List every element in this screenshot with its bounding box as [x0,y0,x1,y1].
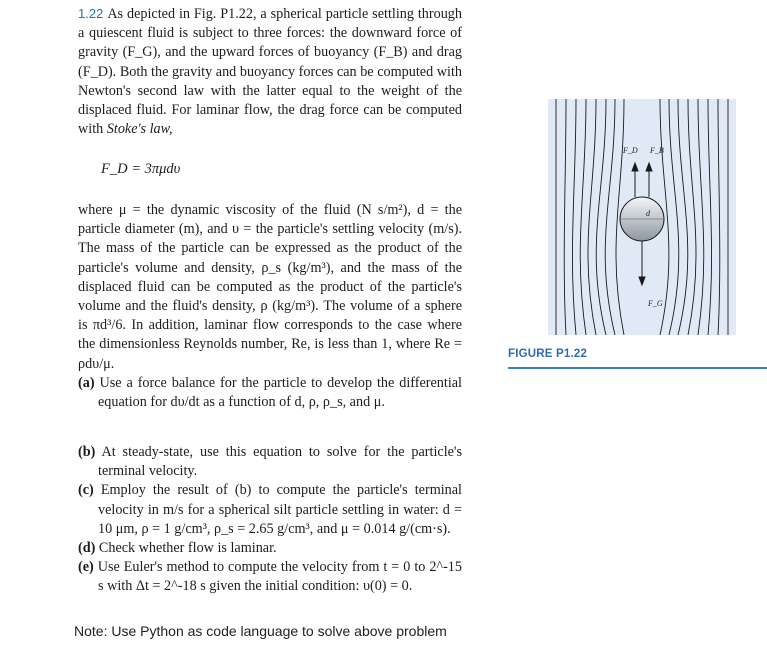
label-fd: F_D [623,146,638,155]
python-note: Note: Use Python as code language to solve above problem [74,623,447,639]
part-c [78,481,462,539]
part-b [78,443,462,481]
figure-caption: FIGURE P1.22 [508,348,588,360]
part-label: (d) [78,540,96,557]
part-label: (b) [78,444,96,460]
label-fg: F_G [648,299,663,308]
drag-force-equation: F_D = 3πμdυ [101,161,181,177]
figure-particle-diagram [548,99,736,335]
definitions-text: where μ = the dynamic viscosity of the fluid (N s/m²), d = the particle diameter (m), and υ = the particle's settling velocity (m/s). The mass of the particle can be expressed as the product of the particle's volume and density, ρ_s (kg/m³), and the mass of the displaced fluid can be computed as the product of the particle's volume and the fluid's density, ρ (kg/m³). The volume of a sphere is πd³/6. In addition, laminar flow corresponds to the case where the dimensionless Reynolds number, Re, is less than 1, where Re = ρdυ/μ. [78,202,462,372]
definitions-paragraph [78,201,462,412]
parts-list [78,443,462,597]
part-text: Check whether flow is laminar. [98,540,277,557]
part-label: (c) [78,482,94,499]
figure-caption-rule [508,367,767,369]
part-label: (e) [78,559,94,576]
problem-intro-paragraph [78,4,462,139]
part-text: Use a force balance for the particle to develop the differential equation for dυ/dt as a function of d, ρ, ρ_s, and μ. [98,374,462,411]
law-name: Stoke's law, [106,121,173,138]
part-d [78,539,462,558]
part-text: At steady-state, use this equation to solve for the particle's terminal velocity. [98,444,463,480]
part-e [78,558,462,596]
label-fb: F_B [650,146,664,155]
part-label: (a) [78,374,95,391]
intro-text: As depicted in Fig. P1.22, a spherical particle settling through a quiescent fluid is subject to three forces: the downward force of gravity (F_G), and the upward forces of buoyancy (F_B) and drag (F_D). Both the gravity and buoyancy forces can be computed with Newton's second law with the latter equal to the weight of the displaced fluid. For laminar flow, the drag force can be computed with [78,6,462,138]
label-d: d [646,209,650,218]
problem-number: 1.22 [78,6,104,21]
part-text: Use Euler's method to compute the velocity from t = 0 to 2^-15 s with Δt = 2^-18 s given the initial condition: υ(0) = 0. [97,559,462,595]
part-text: Employ the result of (b) to compute the particle's terminal velocity in m/s for a spherical silt particle settling in water: d = 10 μm, ρ = 1 g/cm³, ρ_s = 2.65 g/cm³, and μ = 0.014 g/(cm·s). [98,482,463,537]
part-a [78,374,462,412]
